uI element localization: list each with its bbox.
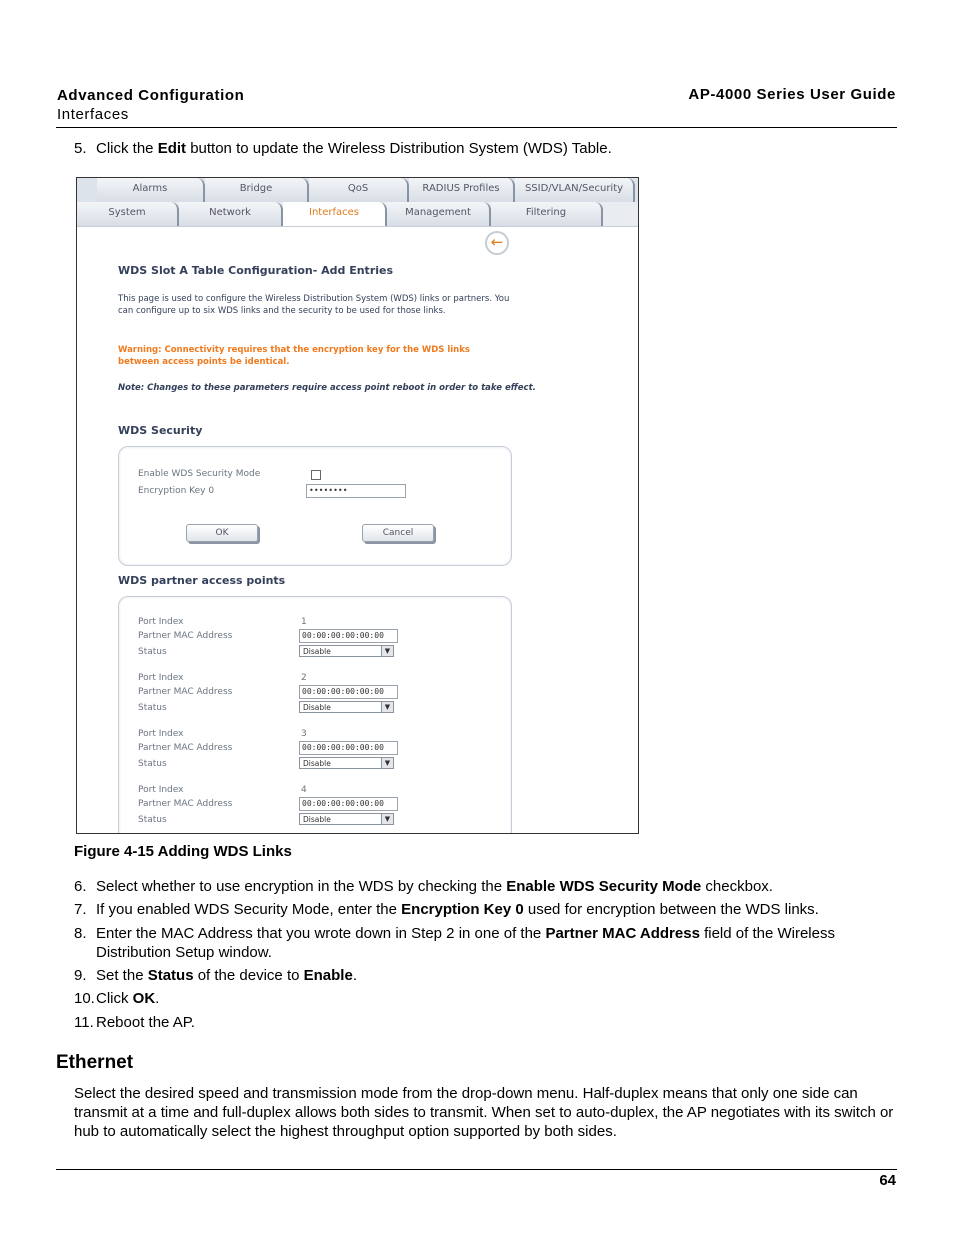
step-number: 10. (74, 990, 95, 1007)
text: Reboot the AP. (96, 1014, 195, 1031)
tab-row-1 (77, 178, 638, 202)
figure-caption: Figure 4-15 Adding WDS Links (74, 843, 292, 860)
chevron-down-icon[interactable]: ▼ (381, 814, 393, 824)
text: checkbox. (701, 878, 773, 895)
step-number: 8. (74, 925, 87, 942)
encryption-key-input[interactable]: •••••••• (306, 484, 406, 498)
step-text (96, 900, 886, 919)
bold-text: Enable (303, 967, 353, 984)
port-index-label: Port Index (138, 729, 184, 739)
tab-filtering[interactable]: Filtering (491, 202, 603, 226)
port-index-value: 4 (301, 785, 307, 795)
status-label: Status (138, 647, 167, 657)
status-select[interactable] (299, 645, 394, 657)
text: If you enabled WDS Security Mode, enter the (96, 901, 402, 918)
status-select[interactable] (299, 813, 394, 825)
step-text (96, 139, 886, 158)
tab-management[interactable]: Management (387, 202, 491, 226)
chevron-down-icon[interactable]: ▼ (381, 758, 393, 768)
intro-text: This page is used to configure the Wireless Distribution System (WDS) links or partners. You can configure up to six WDS links and the security to be used for those links. (118, 294, 510, 316)
running-header (57, 86, 244, 124)
tab-alarms[interactable]: Alarms (97, 178, 205, 202)
encryption-key-label: Encryption Key 0 (138, 486, 215, 496)
bold-text: Partner MAC Address (545, 925, 700, 942)
footer-rule (56, 1169, 897, 1170)
tab-bridge[interactable]: Bridge (205, 178, 309, 202)
tab-interfaces[interactable]: Interfaces (283, 202, 387, 226)
port-index-label: Port Index (138, 673, 184, 683)
step-text (96, 989, 886, 1008)
text: of the device to (193, 967, 304, 984)
status-select[interactable] (299, 757, 394, 769)
note-text: Note: Changes to these parameters require access point reboot in order to take effect. (118, 383, 536, 393)
step-number: 6. (74, 878, 87, 895)
bold-text: Enable WDS Security Mode (506, 878, 702, 895)
port-index-label: Port Index (138, 785, 184, 795)
tab-system[interactable]: System (77, 202, 179, 226)
back-arrow-icon[interactable]: ← (485, 231, 509, 255)
wds-partner-panel (118, 596, 512, 834)
partner-mac-input[interactable]: 00:00:00:00:00:00 (299, 741, 398, 755)
wds-security-title: WDS Security (118, 424, 203, 437)
status-select-value: Disable (303, 703, 331, 712)
step-text (96, 924, 886, 962)
bold-text: OK (132, 990, 156, 1007)
step-number: 11. (74, 1014, 94, 1031)
header-rule (56, 127, 897, 128)
text: . (155, 990, 160, 1007)
warning-text: Warning: Connectivity requires that the encryption key for the WDS links between access points be identical. (118, 345, 470, 367)
text: Click (96, 990, 133, 1007)
tab-qos[interactable]: QoS (309, 178, 409, 202)
port-index-label: Port Index (138, 617, 184, 627)
text: . (352, 967, 357, 984)
tab-network[interactable]: Network (179, 202, 283, 226)
text: used for encryption between the WDS links. (523, 901, 819, 918)
text: button to update the Wireless Distribution System (WDS) Table. (186, 140, 612, 157)
step-text (96, 1013, 886, 1032)
partner-mac-label: Partner MAC Address (138, 631, 233, 641)
status-label: Status (138, 815, 167, 825)
partner-mac-input[interactable]: 00:00:00:00:00:00 (299, 797, 398, 811)
step-number: 7. (74, 901, 87, 918)
text: Select whether to use encryption in the WDS by checking the (96, 878, 507, 895)
status-label: Status (138, 703, 167, 713)
cancel-button[interactable]: Cancel (362, 524, 434, 542)
partner-mac-label: Partner MAC Address (138, 799, 233, 809)
partner-mac-input[interactable]: 00:00:00:00:00:00 (299, 685, 398, 699)
bold-text: Edit (157, 140, 187, 157)
page-number: 64 (879, 1172, 896, 1189)
tab-ssid-vlan-security[interactable]: SSID/VLAN/Security (515, 178, 635, 202)
text: Enter the MAC Address that you wrote down in Step 2 in one of the (96, 925, 546, 942)
section-heading-ethernet: Ethernet (56, 1052, 134, 1073)
partner-mac-label: Partner MAC Address (138, 687, 233, 697)
step-text (96, 877, 886, 896)
header-section: Advanced Configuration (57, 87, 245, 104)
step-text (96, 966, 886, 985)
status-label: Status (138, 759, 167, 769)
chevron-down-icon[interactable]: ▼ (381, 702, 393, 712)
page-title: WDS Slot A Table Configuration- Add Entries (118, 264, 394, 277)
status-select-value: Disable (303, 647, 331, 656)
header-subsection: Interfaces (57, 106, 129, 123)
header-guide-title: AP-4000 Series User Guide (688, 86, 896, 103)
port-index-value: 3 (301, 729, 307, 739)
port-index-value: 1 (301, 617, 307, 627)
ethernet-paragraph: Select the desired speed and transmission mode from the drop-down menu. Half-duplex means that only one side can transmit at a time and full-duplex allows both sides to transmit. When set to auto-duplex, the AP negotiates with its switch or hub to automatically select the highest throughput option supported by both sides. (74, 1085, 894, 1140)
bold-text: Status (147, 967, 194, 984)
text: field of the Wireless Distribution Setup window. (96, 925, 835, 961)
text: Set the (96, 967, 148, 984)
enable-security-label: Enable WDS Security Mode (138, 469, 261, 479)
tab-row-2 (77, 202, 638, 227)
step-number: 5. (74, 140, 87, 157)
wds-security-panel (118, 446, 512, 566)
partner-mac-label: Partner MAC Address (138, 743, 233, 753)
partner-mac-input[interactable]: 00:00:00:00:00:00 (299, 629, 398, 643)
step-number: 9. (74, 967, 87, 984)
bold-text: Encryption Key 0 (401, 901, 524, 918)
tab-radius-profiles[interactable]: RADIUS Profiles (409, 178, 515, 202)
status-select-value: Disable (303, 759, 331, 768)
enable-security-checkbox[interactable] (311, 470, 321, 480)
status-select[interactable] (299, 701, 394, 713)
wds-partner-title: WDS partner access points (118, 574, 286, 587)
wds-screenshot (76, 177, 639, 834)
text: Click the (96, 140, 158, 157)
ok-button[interactable]: OK (186, 524, 258, 542)
status-select-value: Disable (303, 815, 331, 824)
port-index-value: 2 (301, 673, 307, 683)
chevron-down-icon[interactable]: ▼ (381, 646, 393, 656)
